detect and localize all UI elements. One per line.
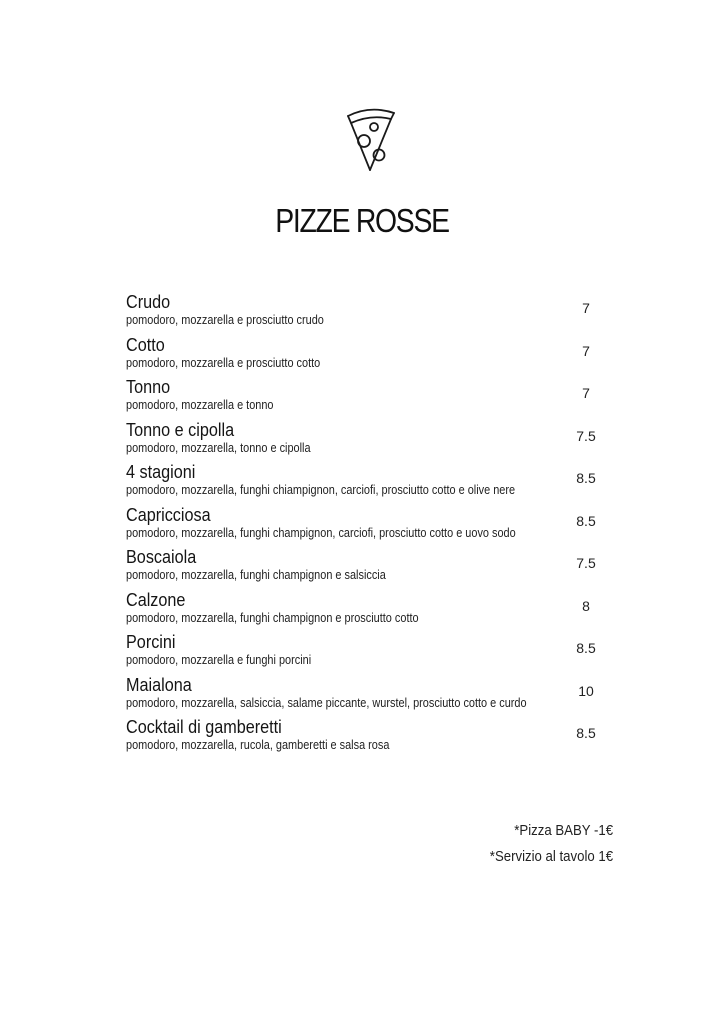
footer-notes [490, 818, 613, 870]
item-price: 8.5 [576, 470, 596, 486]
item-name: Calzone [126, 589, 186, 610]
menu-item [126, 292, 606, 335]
item-name: Porcini [126, 632, 176, 652]
item-ingredients: pomodoro, mozzarella e tonno [126, 397, 274, 412]
item-price: 8.5 [576, 640, 596, 656]
item-name: Tonno e cipolla [126, 419, 235, 440]
item-ingredients: pomodoro, mozzarella e funghi porcini [126, 652, 312, 667]
item-name: Cotto [126, 334, 165, 355]
item-ingredients: pomodoro, mozzarella e prosciutto cotto [126, 354, 321, 370]
item-ingredients: pomodoro, mozzarella, salsiccia, salame piccante, wurstel, prosciutto cotto e curdo [126, 694, 527, 710]
item-price: 8 [582, 597, 590, 614]
menu-item [126, 462, 606, 505]
item-price: 7.5 [576, 427, 596, 444]
item-name: Boscaiola [126, 547, 197, 567]
item-price: 8.5 [576, 512, 596, 529]
item-ingredients: pomodoro, mozzarella, rucola, gamberetti e salsa rosa [126, 737, 390, 752]
item-name: 4 stagioni [126, 462, 196, 482]
item-ingredients: pomodoro, mozzarella, funghi champignon, carciofi, prosciutto cotto e uovo sodo [126, 524, 516, 540]
menu-item [126, 590, 606, 633]
menu-item [126, 377, 606, 420]
menu-item [126, 675, 606, 718]
item-ingredients: pomodoro, mozzarella, funghi champignon e salsiccia [126, 567, 386, 582]
item-ingredients: pomodoro, mozzarella, tonno e cipolla [126, 439, 311, 455]
item-price: 7 [582, 300, 590, 316]
item-price: 7 [582, 342, 590, 359]
menu-item [126, 420, 606, 463]
item-price: 7.5 [576, 555, 596, 571]
menu-item [126, 632, 606, 675]
pizza-slice-icon [342, 104, 398, 174]
menu-item [126, 547, 606, 590]
item-price: 7 [582, 385, 590, 401]
item-price: 8.5 [576, 725, 596, 741]
item-name: Capricciosa [126, 504, 211, 525]
item-name: Crudo [126, 292, 171, 312]
page-title: PIZZE ROSSE [275, 202, 449, 239]
item-name: Maialona [126, 674, 192, 695]
menu-item [126, 505, 606, 548]
item-price: 10 [578, 682, 594, 699]
menu-item [126, 335, 606, 378]
menu-list [126, 292, 606, 760]
note-pizza-baby: *Pizza BABY -1€ [514, 822, 613, 839]
item-ingredients: pomodoro, mozzarella, funghi champignon e prosciutto cotto [126, 609, 419, 625]
item-name: Cocktail di gamberetti [126, 717, 282, 737]
item-name: Tonno [126, 377, 171, 397]
menu-item [126, 717, 606, 760]
note-table-service: *Servizio al tavolo 1€ [489, 848, 613, 865]
item-ingredients: pomodoro, mozzarella, funghi chiampignon, carciofi, prosciutto cotto e olive nere [126, 482, 516, 497]
item-ingredients: pomodoro, mozzarella e prosciutto crudo [126, 312, 324, 327]
